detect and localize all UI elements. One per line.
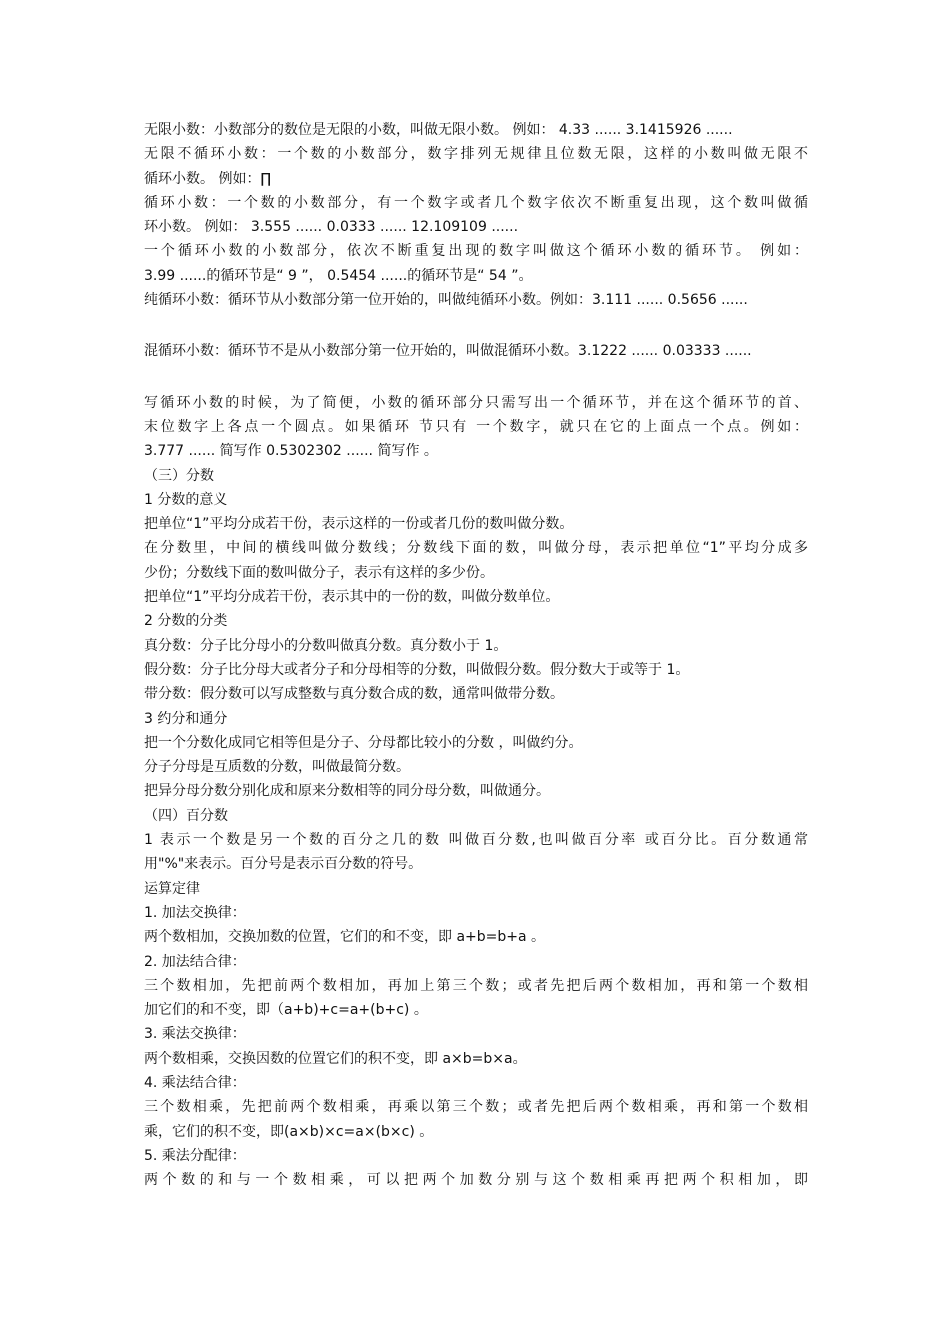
text-line: 真分数：分子比分母小的分数叫做真分数。真分数小于 1。 — [144, 637, 508, 654]
text-line: 用"%"来表示。百分号是表示百分数的符号。 — [144, 856, 423, 873]
subsection-heading: 4. 乘法结合律： — [144, 1074, 246, 1091]
text-line: 把异分母分数分别化成和原来分数相等的同分母分数，叫做通分。 — [144, 783, 550, 800]
subsection-heading: 1. 加法交换律： — [144, 904, 246, 921]
text-line: 把一个分数化成同它相等但是分子、分母都比较小的分数 ，叫做约分。 — [144, 734, 583, 751]
text-line: 末位数字上各点一个圆点。如果循环 节只有 一个数字，就只在它的上面点一个点。例如： — [144, 418, 808, 435]
blank-line — [144, 312, 808, 339]
subsection-heading: 3. 乘法交换律： — [144, 1026, 246, 1043]
section-heading: （四）百分数 — [144, 807, 228, 824]
text-line: 三个数相加，先把前两个数相加，再加上第三个数；或者先把后两个数相加，再和第一个数相 — [144, 977, 808, 994]
text-line: 在分数里，中间的横线叫做分数线；分数线下面的数，叫做分母，表示把单位“1”平均分成多 — [144, 540, 808, 557]
text-line: 带分数：假分数可以写成整数与真分数合成的数，通常叫做带分数。 — [144, 686, 564, 703]
section-heading: （三）分数 — [144, 467, 214, 484]
text-line: 环小数。 例如： 3.555 ...... 0.0333 ...... 12.109109 ...... — [144, 219, 519, 236]
blank-line — [144, 364, 808, 391]
text-line: 把单位“1”平均分成若干份，表示这样的一份或者几份的数叫做分数。 — [144, 516, 574, 533]
text-line: 1 表示一个数是另一个数的百分之几的数 叫做百分数,也叫做百分率 或百分比。百分数通常 — [144, 832, 808, 849]
text-line: 循环小数：一个数的小数部分，有一个数字或者几个数字依次不断重复出现，这个数叫做循 — [144, 194, 808, 211]
subsection-heading: 1 分数的意义 — [144, 491, 228, 508]
text-line: 假分数：分子比分母大或者分子和分母相等的分数，叫做假分数。假分数大于或等于 1。 — [144, 661, 690, 678]
subsection-heading: 2 分数的分类 — [144, 613, 228, 630]
text-line: 两个数相乘，交换因数的位置它们的积不变，即 a×b=b×a。 — [144, 1050, 527, 1067]
text-line: 把单位“1”平均分成若干份，表示其中的一份的数，叫做分数单位。 — [144, 589, 560, 606]
text-line: 写循环小数的时候，为了简便，小数的循环部分只需写出一个循环节，并在这个循环节的首、 — [144, 394, 808, 411]
text-line: 3.99 ......的循环节是“ 9 ”， 0.5454 ......的循环节是“ 54 ”。 — [144, 267, 533, 284]
text-line: 两个数的和与一个数相乘，可以把两个加数分别与这个数相乘再把两个积相加，即 — [144, 1172, 808, 1189]
text-line: 混循环小数：循环节不是从小数部分第一位开始的，叫做混循环小数。3.1222 ...... 0.03333 ...... — [144, 343, 752, 360]
text-line: 循环小数。 例如：∏ — [144, 170, 272, 187]
text-line: 分子分母是互质数的分数，叫做最简分数。 — [144, 759, 410, 776]
document-body — [144, 118, 808, 1192]
text-line: 少份；分数线下面的数叫做分子，表示有这样的多少份。 — [144, 564, 494, 581]
text-line: 加它们的和不变，即（a+b)+c=a+(b+c) 。 — [144, 1002, 428, 1019]
text-line: 无限小数：小数部分的数位是无限的小数，叫做无限小数。 例如： 4.33 ...... 3.1415926 ...... — [144, 122, 733, 138]
text-line: 一个循环小数的小数部分，依次不断重复出现的数字叫做这个循环小数的循环节。 例如： — [144, 243, 808, 260]
subsection-heading: 2. 加法结合律： — [144, 953, 246, 970]
subsection-heading: 5. 乘法分配律： — [144, 1147, 246, 1164]
subsection-heading: 3 约分和通分 — [144, 710, 228, 727]
text-line: 三个数相乘，先把前两个数相乘，再乘以第三个数；或者先把后两个数相乘，再和第一个数相 — [144, 1099, 808, 1116]
text-line: 3.777 ...... 简写作 0.5302302 ...... 简写作 。 — [144, 443, 438, 460]
text-line: 两个数相加，交换加数的位置，它们的和不变，即 a+b=b+a 。 — [144, 929, 546, 946]
text-line: 乘，它们的积不变，即(a×b)×c=a×(b×c) 。 — [144, 1123, 434, 1140]
text-line: 无限不循环小数：一个数的小数部分，数字排列无规律且位数无限，这样的小数叫做无限不 — [144, 146, 808, 163]
text-line: 纯循环小数：循环节从小数部分第一位开始的，叫做纯循环小数。例如：3.111 ...... 0.5656 ...... — [144, 292, 748, 309]
section-heading: 运算定律 — [144, 880, 200, 897]
